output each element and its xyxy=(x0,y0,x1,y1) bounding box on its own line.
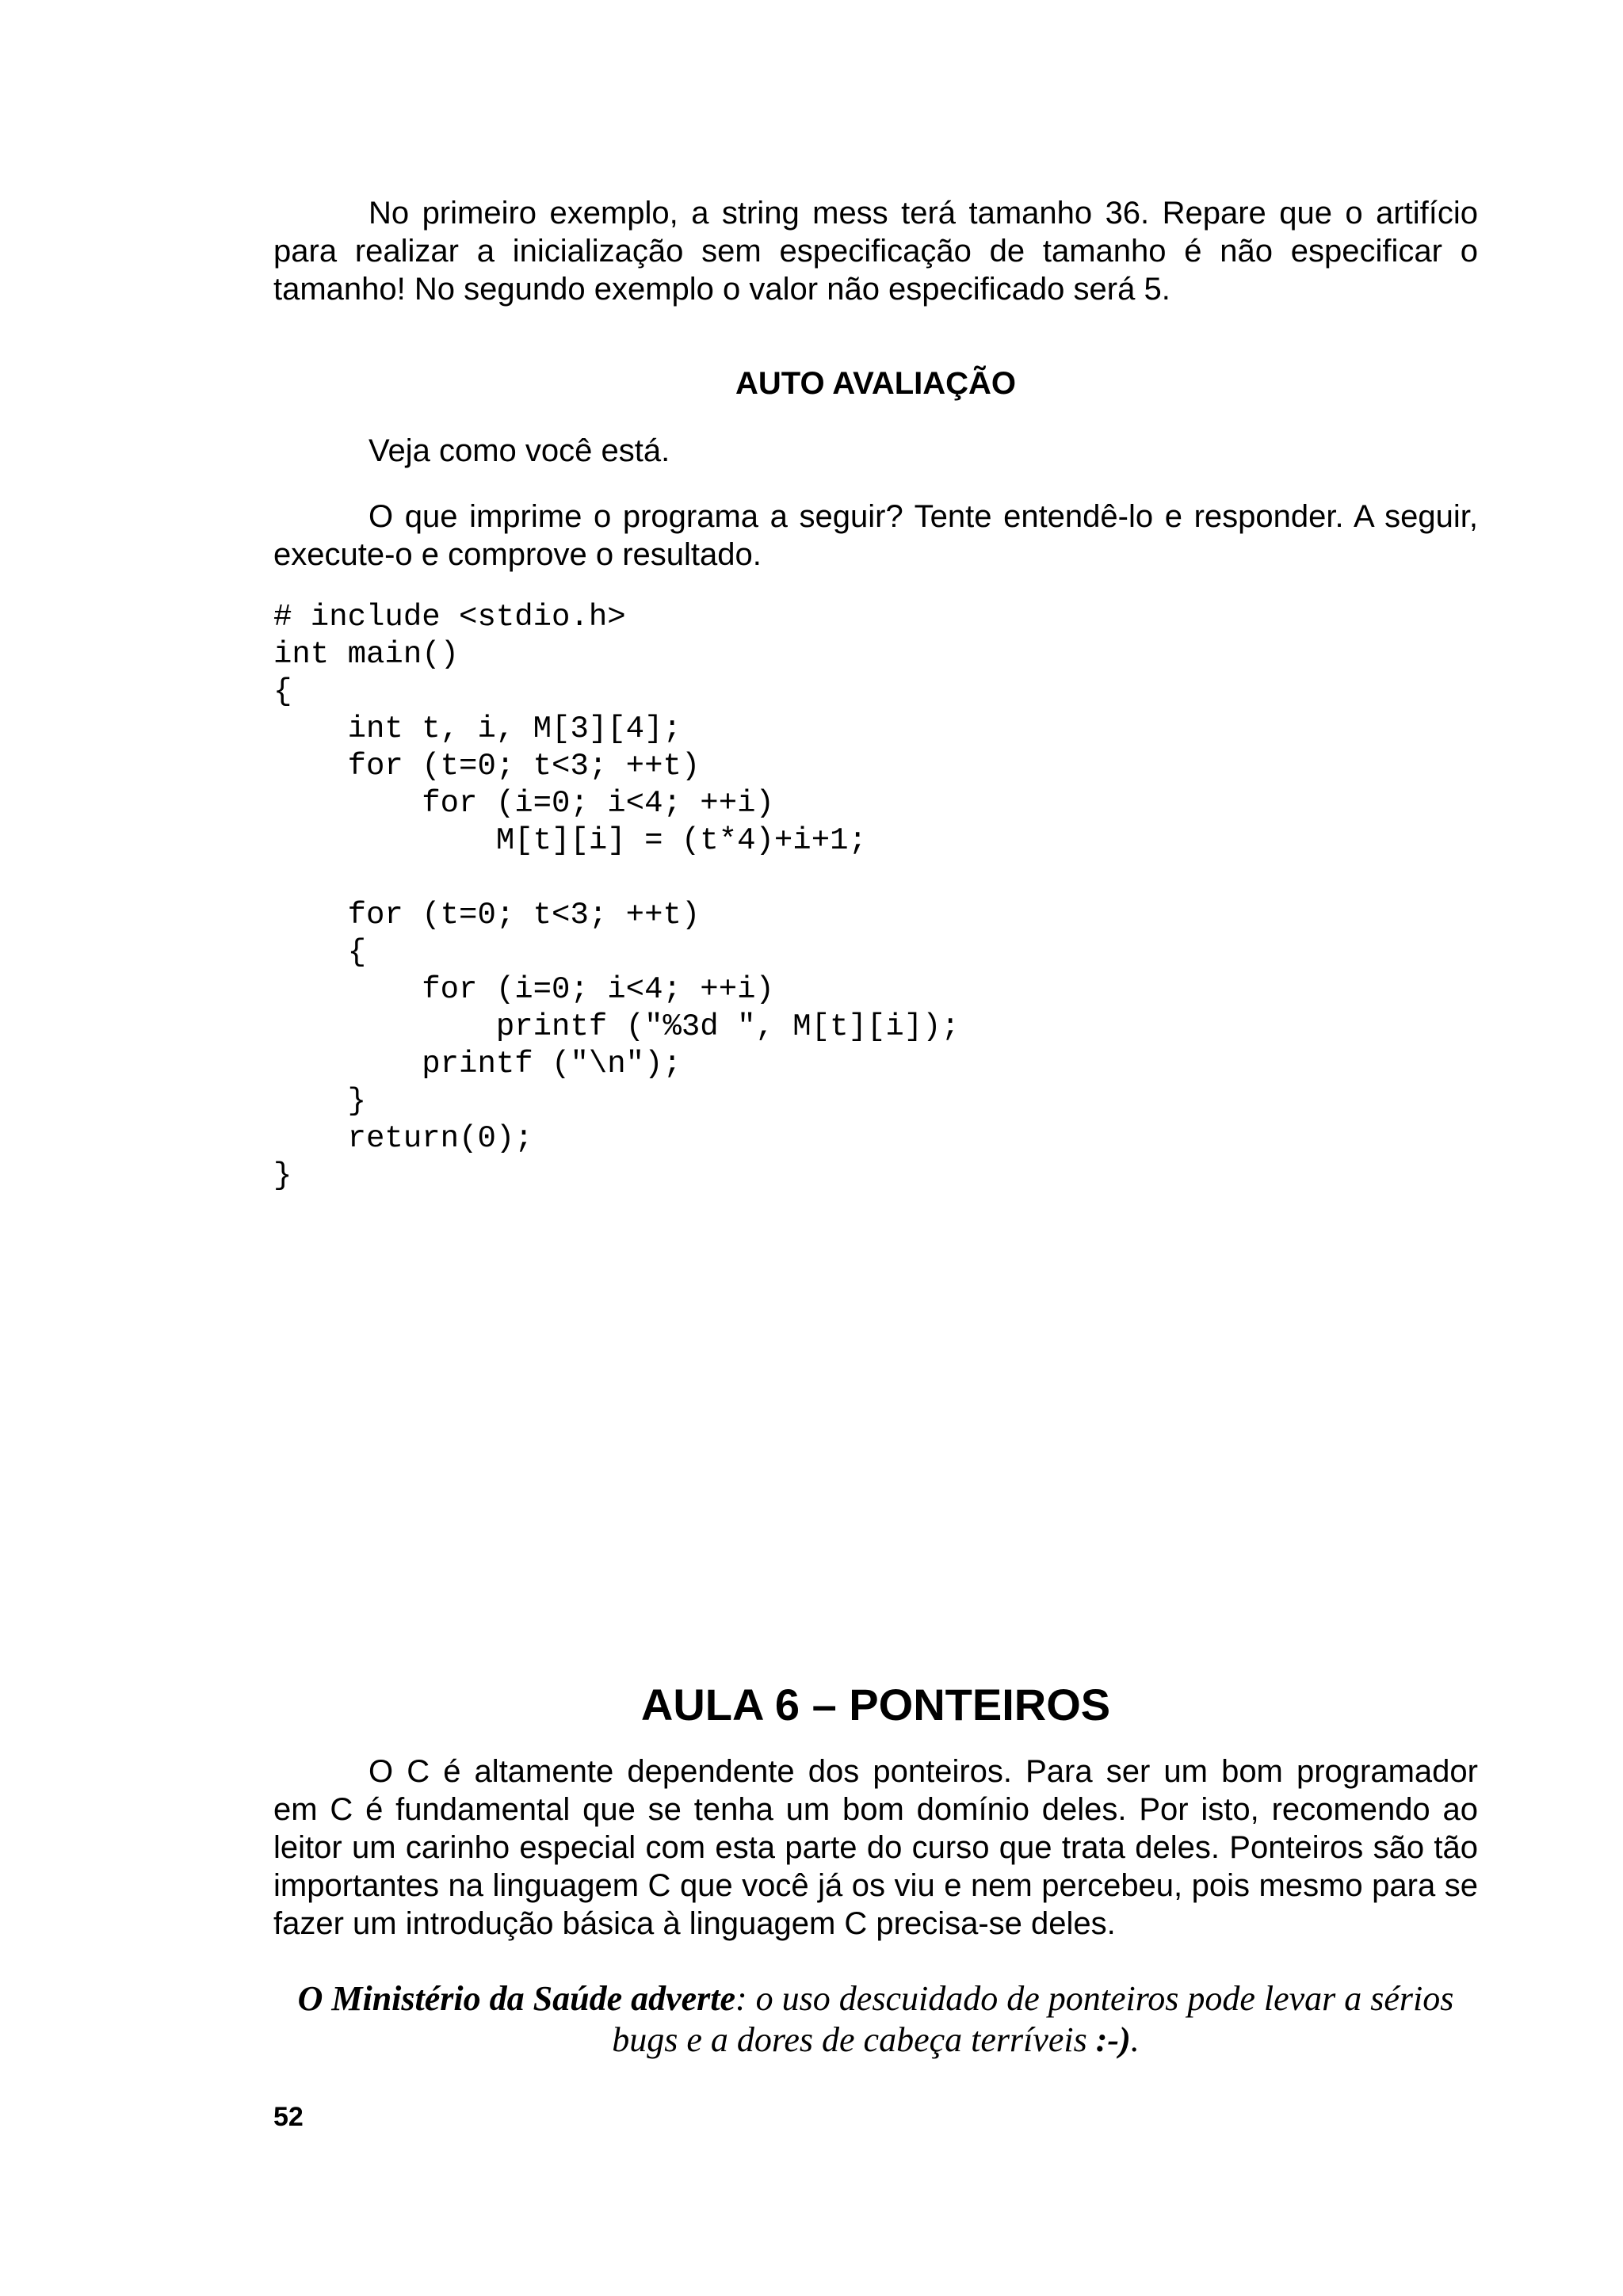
code-line: # include <stdio.h> xyxy=(273,600,626,635)
code-line xyxy=(273,860,960,897)
check-paragraph: Veja como você está. xyxy=(369,433,670,468)
warning-bold: O Ministério da Saúde adverte xyxy=(297,1979,736,2018)
code-line: for (t=0; t<3; ++t) xyxy=(273,898,701,933)
code-line: { xyxy=(273,674,292,709)
warning-end: . xyxy=(1130,2020,1140,2059)
code-line: printf ("%3d ", M[t][i]); xyxy=(273,1009,960,1044)
code-line: printf ("\n"); xyxy=(273,1047,682,1081)
code-line: for (i=0; i<4; ++i) xyxy=(273,786,774,821)
lesson-paragraph: O C é altamente dependente dos ponteiros. Para ser um bom programador em C é fundamental que se tenha um bom domínio deles. Por isto, recomendo ao leitor um carinho especial com esta parte do curso que trata deles. Ponteiros são tão importantes na linguagem C que você já os viu e nem percebeu, pois mesmo para se fazer um introdução básica à linguagem C precisa-se deles. xyxy=(273,1754,1478,1941)
code-line: int t, i, M[3][4]; xyxy=(273,711,682,746)
code-line: { xyxy=(273,935,367,970)
code-line: } xyxy=(273,1084,367,1119)
section-heading: AUTO AVALIAÇÃO xyxy=(735,366,1017,401)
warning-note xyxy=(273,1978,1478,2061)
page-number: 52 xyxy=(273,2102,304,2132)
intro-paragraph: No primeiro exemplo, a string mess terá tamanho 36. Repare que o artifício para realizar a inicialização sem especificação de tamanho é não especificar o tamanho! No segundo exemplo o valor não especificado será 5. xyxy=(273,196,1478,307)
code-line: } xyxy=(273,1158,292,1193)
warning-text: : o uso descuidado de ponteiros pode levar a sérios bugs e a dores de cabeça terríveis xyxy=(612,1979,1454,2059)
code-line: int main() xyxy=(273,637,460,672)
warning-smiley: :-) xyxy=(1095,2020,1131,2059)
code-block xyxy=(273,599,960,1195)
lesson-title: AULA 6 – PONTEIROS xyxy=(640,1680,1111,1730)
code-line: for (t=0; t<3; ++t) xyxy=(273,749,701,784)
code-line: for (i=0; i<4; ++i) xyxy=(273,972,774,1007)
question-paragraph: O que imprime o programa a seguir? Tente entendê-lo e responder. A seguir, execute-o e comprove o resultado. xyxy=(273,499,1478,572)
code-line: return(0); xyxy=(273,1121,533,1156)
code-line: M[t][i] = (t*4)+i+1; xyxy=(273,823,867,858)
